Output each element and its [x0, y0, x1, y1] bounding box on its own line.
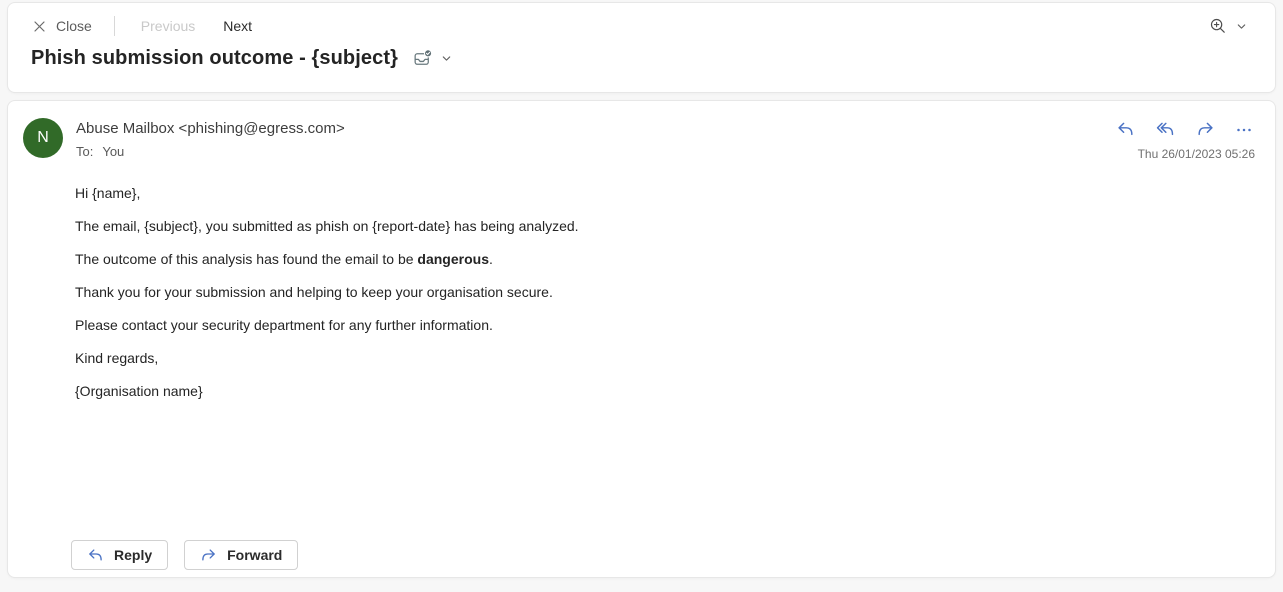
chevron-down-icon: [441, 53, 452, 64]
body-paragraph-thanks: Thank you for your submission and helping to keep your organisation secure.: [75, 284, 553, 300]
header-right: [1116, 118, 1255, 161]
zoom-in-icon: [1209, 17, 1227, 35]
outcome-suffix: .: [489, 251, 493, 267]
message-timestamp: Thu 26/01/2023 05:26: [1137, 147, 1255, 161]
next-button[interactable]: [223, 18, 252, 34]
more-actions-button[interactable]: [1236, 122, 1252, 138]
reply-icon: [1116, 121, 1135, 138]
footer-forward-button[interactable]: [184, 540, 298, 570]
toolbar-divider: [114, 16, 115, 36]
next-label: Next: [223, 18, 253, 34]
close-label: Close: [56, 18, 92, 34]
sender-avatar[interactable]: [23, 118, 63, 158]
reply-all-button[interactable]: [1156, 121, 1175, 138]
message-action-icons: [1116, 121, 1255, 138]
close-button[interactable]: [32, 18, 92, 34]
email-message-card: [7, 100, 1276, 578]
footer-actions: [71, 540, 298, 570]
reply-icon: [87, 548, 104, 563]
reply-all-icon: [1156, 121, 1175, 138]
zoom-control-button[interactable]: [1209, 17, 1261, 35]
reading-pane-toolbar: [8, 3, 1275, 39]
outcome-emphasis: dangerous: [417, 251, 489, 267]
to-recipient[interactable]: You: [102, 144, 125, 159]
footer-reply-label: Reply: [114, 547, 153, 563]
mail-check-icon: [412, 48, 433, 69]
sender-name[interactable]: Abuse Mailbox <phishing@egress.com>: [76, 120, 345, 137]
email-header: [8, 101, 1275, 161]
previous-button[interactable]: [141, 18, 195, 34]
body-signature: {Organisation name}: [75, 383, 203, 399]
message-status-dropdown[interactable]: [412, 48, 452, 69]
footer-reply-button[interactable]: [71, 540, 168, 570]
footer-forward-label: Forward: [227, 547, 283, 563]
body-closing: Kind regards,: [75, 350, 159, 366]
forward-icon: [1196, 121, 1215, 138]
outcome-prefix: The outcome of this analysis has found the email to be: [75, 251, 418, 267]
previous-label: Previous: [140, 18, 196, 34]
avatar-initial: N: [37, 129, 49, 146]
subject-row: [8, 39, 1275, 70]
more-icon: [1236, 122, 1252, 138]
body-paragraph-outcome: [75, 249, 1235, 269]
body-greeting: Hi {name},: [75, 185, 141, 201]
forward-button[interactable]: [1196, 121, 1215, 138]
email-body: [8, 161, 1275, 401]
body-paragraph-submitted: The email, {subject}, you submitted as phish on {report-date} has being analyzed.: [75, 218, 579, 234]
chevron-down-icon: [1236, 21, 1247, 32]
reply-button[interactable]: [1116, 121, 1135, 138]
body-paragraph-contact: Please contact your security department for any further information.: [75, 317, 493, 333]
recipient-line: [76, 143, 1116, 161]
email-subject-title: Phish submission outcome - {subject}: [31, 47, 398, 69]
sender-block: [76, 118, 1116, 161]
close-icon: [32, 19, 47, 34]
to-label: To:: [76, 144, 94, 159]
forward-icon: [200, 548, 217, 563]
reading-pane-header-card: [7, 2, 1276, 93]
